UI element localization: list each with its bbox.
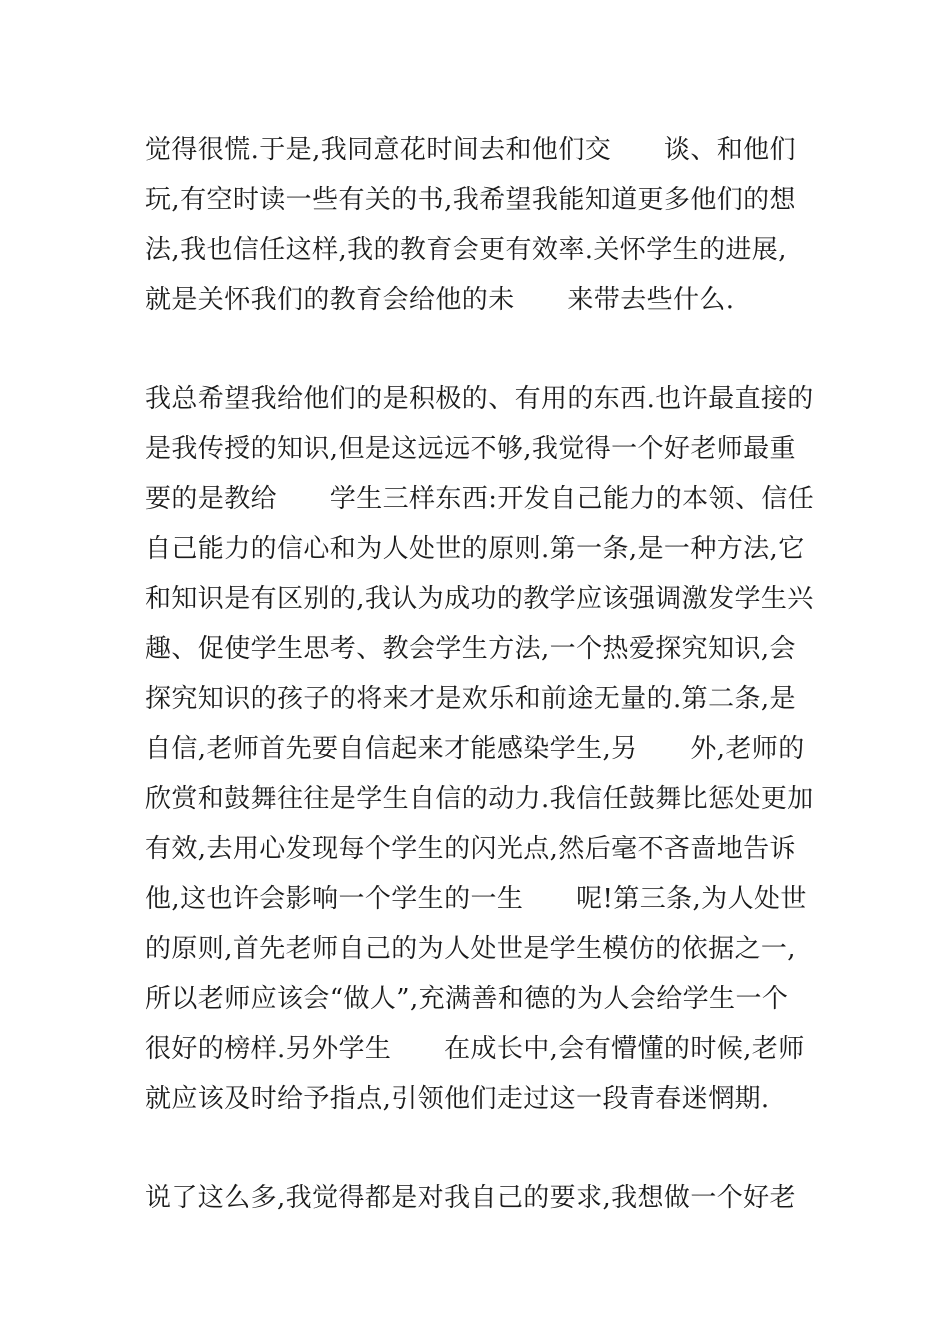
text-line: 要的是教给 学生三样东西:开发自己能力的本领、信任 <box>145 484 815 514</box>
text-line: 所以老师应该会“做人”,充满善和德的为人会给学生一个 <box>145 984 789 1014</box>
text-line: 探究知识的孩子的将来才是欢乐和前途无量的.第二条,是 <box>145 684 796 714</box>
text-line: 自己能力的信心和为人处世的原则.第一条,是一种方法,它 <box>145 534 805 564</box>
text-line: 说了这么多,我觉得都是对我自己的要求,我想做一个好老 <box>145 1183 796 1213</box>
text-line: 是我传授的知识,但是这远远不够,我觉得一个好老师最重 <box>145 434 796 464</box>
text-line: 我总希望我给他们的是积极的、有用的东西.也许最直接的 <box>145 384 814 414</box>
text-line: 的原则,首先老师自己的为人处世是学生模仿的依据之一, <box>145 934 796 964</box>
text-line: 觉得很慌.于是,我同意花时间去和他们交 谈、和他们 <box>145 135 796 165</box>
text-line: 他,这也许会影响一个学生的一生 呢!第三条,为人处世 <box>145 884 807 914</box>
text-line: 自信,老师首先要自信起来才能感染学生,另 外,老师的 <box>145 734 805 764</box>
text-line: 趣、促使学生思考、教会学生方法,一个热爱探究知识,会 <box>145 634 796 664</box>
text-line: 玩,有空时读一些有关的书,我希望我能知道更多他们的想 <box>145 185 796 215</box>
text-line: 有效,去用心发现每个学生的闪光点,然后毫不吝啬地告诉 <box>145 834 796 864</box>
text-line: 欣赏和鼓舞往往是学生自信的动力.我信任鼓舞比惩处更加 <box>145 784 814 814</box>
text-line: 就应该及时给予指点,引领他们走过这一段青春迷惘期. <box>145 1084 770 1114</box>
text-line: 法,我也信任这样,我的教育会更有效率.关怀学生的进展, <box>145 235 787 265</box>
text-line: 和知识是有区别的,我认为成功的教学应该强调激发学生兴 <box>145 584 814 614</box>
text-line: 很好的榜样.另外学生 在成长中,会有懵懂的时候,老师 <box>145 1034 805 1064</box>
text-line: 就是关怀我们的教育会给他的未 来带去些什么. <box>145 285 735 315</box>
